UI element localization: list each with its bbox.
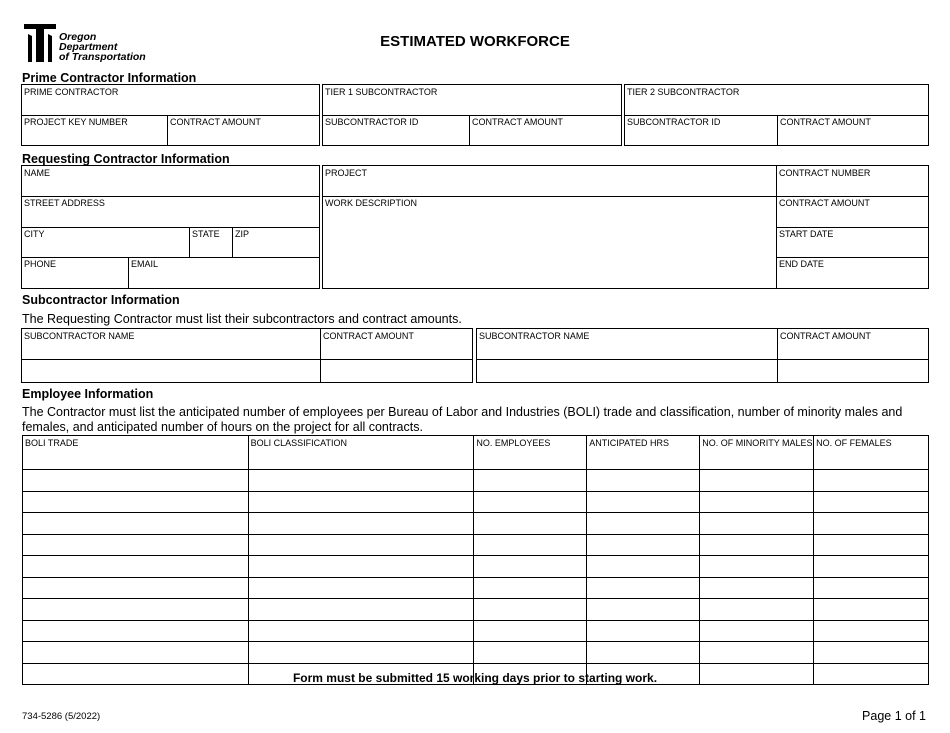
table-cell[interactable]: [700, 556, 814, 578]
state-field[interactable]: STATE: [192, 229, 220, 239]
project-field[interactable]: PROJECT: [325, 168, 368, 178]
col-anticipated-hrs: ANTICIPATED HRS: [587, 436, 700, 470]
logo-line-1: Oregon: [59, 31, 97, 43]
table-row: [23, 642, 929, 664]
table-cell[interactable]: [23, 620, 249, 642]
tier2-box: [624, 84, 929, 146]
requesting-left-box: [21, 165, 320, 289]
table-cell[interactable]: [474, 577, 587, 599]
work-description-field[interactable]: WORK DESCRIPTION: [325, 198, 418, 208]
table-cell[interactable]: [587, 642, 700, 664]
col-females: NO. OF FEMALES: [814, 436, 929, 470]
table-cell[interactable]: [23, 491, 249, 513]
zip-field[interactable]: ZIP: [235, 229, 250, 239]
project-key-number-field[interactable]: PROJECT KEY NUMBER: [24, 117, 128, 127]
col-minority-males: NO. OF MINORITY MALES: [700, 436, 814, 470]
employee-note: The Contractor must list the anticipated number of employees per Bureau of Labor and Industries (BOLI) trade and classification, number of minority males and females, and anticipated number of hours on the project for all contracts.: [22, 405, 903, 434]
table-cell[interactable]: [474, 556, 587, 578]
table-cell[interactable]: [587, 491, 700, 513]
table-cell[interactable]: [474, 491, 587, 513]
subcontractor-name-field-2[interactable]: SUBCONTRACTOR NAME: [479, 331, 590, 341]
table-cell[interactable]: [814, 599, 929, 621]
table-row: [23, 620, 929, 642]
col-no-employees: NO. EMPLOYEES: [474, 436, 587, 470]
table-cell[interactable]: [587, 513, 700, 535]
email-field[interactable]: EMAIL: [131, 259, 159, 269]
table-cell[interactable]: [23, 577, 249, 599]
table-cell[interactable]: [474, 599, 587, 621]
prime-contractor-box: [21, 84, 320, 146]
col-boli-trade: BOLI TRADE: [23, 436, 249, 470]
table-cell[interactable]: [814, 470, 929, 492]
end-date-field[interactable]: END DATE: [779, 259, 824, 269]
table-cell[interactable]: [587, 556, 700, 578]
table-cell[interactable]: [700, 513, 814, 535]
table-cell[interactable]: [814, 620, 929, 642]
table-cell[interactable]: [248, 620, 474, 642]
table-cell[interactable]: [814, 642, 929, 664]
table-cell[interactable]: [248, 599, 474, 621]
table-cell[interactable]: [587, 470, 700, 492]
table-cell[interactable]: [587, 620, 700, 642]
requesting-contract-amount-field[interactable]: CONTRACT AMOUNT: [779, 198, 870, 208]
table-cell[interactable]: [474, 470, 587, 492]
table-cell[interactable]: [474, 534, 587, 556]
subcontractor-left-box: [21, 328, 473, 383]
prime-contractor-field[interactable]: PRIME CONTRACTOR: [24, 87, 119, 97]
table-cell[interactable]: [814, 556, 929, 578]
street-address-field[interactable]: STREET ADDRESS: [24, 198, 105, 208]
tier1-subcontractor-id-field[interactable]: SUBCONTRACTOR ID: [325, 117, 419, 127]
table-cell[interactable]: [814, 534, 929, 556]
table-cell[interactable]: [474, 620, 587, 642]
table-cell[interactable]: [700, 620, 814, 642]
city-field[interactable]: CITY: [24, 229, 45, 239]
requesting-right-box: [322, 165, 929, 289]
table-cell[interactable]: [23, 599, 249, 621]
table-cell[interactable]: [248, 642, 474, 664]
table-cell[interactable]: [814, 491, 929, 513]
table-cell[interactable]: [248, 577, 474, 599]
table-row: [23, 491, 929, 513]
tier2-subcontractor-id-field[interactable]: SUBCONTRACTOR ID: [627, 117, 721, 127]
table-cell[interactable]: [814, 577, 929, 599]
table-cell[interactable]: [700, 534, 814, 556]
table-row: [23, 534, 929, 556]
table-row: [23, 599, 929, 621]
table-cell[interactable]: [700, 470, 814, 492]
table-cell[interactable]: [700, 577, 814, 599]
prime-contract-amount-field[interactable]: CONTRACT AMOUNT: [170, 117, 261, 127]
table-cell[interactable]: [248, 470, 474, 492]
table-cell[interactable]: [248, 556, 474, 578]
table-cell[interactable]: [248, 534, 474, 556]
subcontractor-name-field-1[interactable]: SUBCONTRACTOR NAME: [24, 331, 135, 341]
table-cell[interactable]: [248, 491, 474, 513]
table-cell[interactable]: [23, 556, 249, 578]
table-cell[interactable]: [587, 577, 700, 599]
table-cell[interactable]: [23, 534, 249, 556]
table-cell[interactable]: [474, 513, 587, 535]
table-cell[interactable]: [23, 513, 249, 535]
tier1-contract-amount-field[interactable]: CONTRACT AMOUNT: [472, 117, 563, 127]
table-row: [23, 513, 929, 535]
table-row: [23, 470, 929, 492]
phone-field[interactable]: PHONE: [24, 259, 57, 269]
tier2-subcontractor-field[interactable]: TIER 2 SUBCONTRACTOR: [627, 87, 740, 97]
table-cell[interactable]: [23, 470, 249, 492]
name-field[interactable]: NAME: [24, 168, 51, 178]
employee-section-heading: Employee Information: [22, 387, 154, 401]
table-row: [23, 577, 929, 599]
logo-line-2: Department: [59, 41, 118, 53]
page-number: Page 1 of 1: [862, 709, 926, 723]
table-cell[interactable]: [700, 642, 814, 664]
tier2-contract-amount-field[interactable]: CONTRACT AMOUNT: [780, 117, 871, 127]
subcontractor-amount-field-1[interactable]: CONTRACT AMOUNT: [323, 331, 414, 341]
table-cell[interactable]: [23, 642, 249, 664]
logo-line-3: of Transportation: [59, 51, 146, 63]
table-cell[interactable]: [700, 491, 814, 513]
table-cell[interactable]: [587, 534, 700, 556]
contract-number-field[interactable]: CONTRACT NUMBER: [779, 168, 871, 178]
table-row: [23, 556, 929, 578]
form-number: 734-5286 (5/2022): [22, 711, 101, 722]
table-cell[interactable]: [474, 642, 587, 664]
submit-note: Form must be submitted 15 working days prior to starting work.: [292, 671, 658, 685]
tier1-box: [322, 84, 622, 146]
subcontractor-note: The Requesting Contractor must list their subcontractors and contract amounts.: [22, 312, 462, 326]
subcontractor-section-heading: Subcontractor Information: [22, 293, 180, 307]
table-cell[interactable]: [700, 599, 814, 621]
page-title: ESTIMATED WORKFORCE: [380, 33, 570, 50]
table-cell[interactable]: [814, 513, 929, 535]
col-boli-classification: BOLI CLASSIFICATION: [248, 436, 474, 470]
start-date-field[interactable]: START DATE: [779, 229, 834, 239]
subcontractor-right-box: [476, 328, 929, 383]
table-cell[interactable]: [248, 513, 474, 535]
employee-table-header: [23, 436, 929, 470]
employee-table: [22, 435, 929, 685]
table-cell[interactable]: [587, 599, 700, 621]
subcontractor-amount-field-2[interactable]: CONTRACT AMOUNT: [780, 331, 871, 341]
requesting-section-heading: Requesting Contractor Information: [22, 152, 230, 166]
tier1-subcontractor-field[interactable]: TIER 1 SUBCONTRACTOR: [325, 87, 438, 97]
prime-section-heading: Prime Contractor Information: [22, 71, 197, 85]
